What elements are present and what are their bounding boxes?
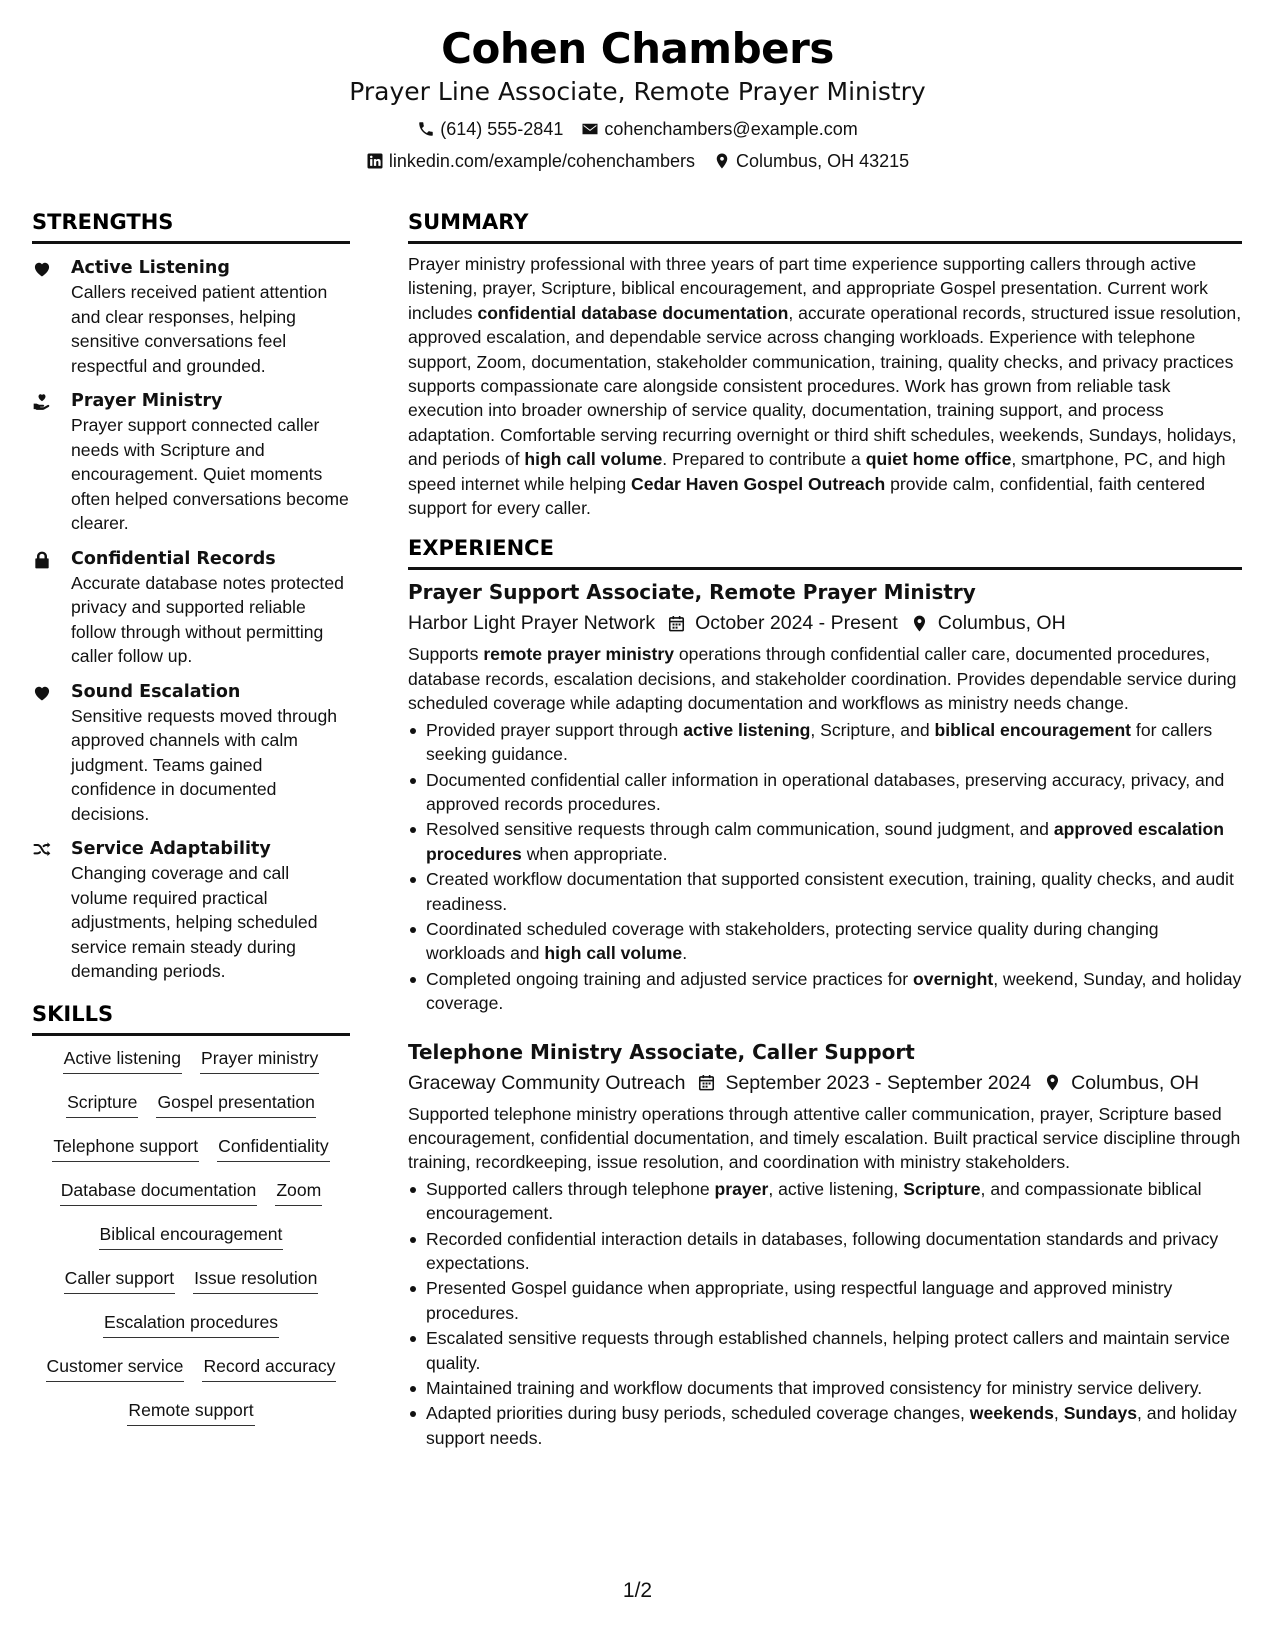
strengths-list xyxy=(32,256,350,984)
bold-phrase: weekends xyxy=(969,1403,1054,1424)
job-dates-text: October 2024 - Present xyxy=(695,612,898,635)
summary-section xyxy=(408,208,1242,520)
job-title: Prayer Support Associate, Remote Prayer Ministry xyxy=(408,580,976,605)
summary-heading: SUMMARY xyxy=(408,208,1242,244)
linkedin-text: linkedin.com/example/cohenchambers xyxy=(388,151,696,171)
shuffle-icon xyxy=(32,840,52,860)
bold-phrase: prayer xyxy=(714,1178,769,1199)
right-column xyxy=(408,208,1242,1451)
skill-row xyxy=(32,1220,350,1250)
experience-section xyxy=(408,534,1242,1450)
skills-heading: SKILLS xyxy=(32,1000,350,1036)
strength-item xyxy=(32,389,350,536)
bold-phrase: biblical encouragement xyxy=(934,719,1132,740)
bold-phrase: Sundays xyxy=(1063,1403,1138,1424)
skill-tag: Record accuracy xyxy=(202,1352,336,1382)
job-location-text: Columbus, OH xyxy=(937,612,1066,635)
skill-tag: Scripture xyxy=(66,1088,138,1118)
skill-tag: Active listening xyxy=(63,1044,182,1074)
bold-phrase: Scripture xyxy=(903,1178,981,1199)
job-bullets xyxy=(408,718,1242,1016)
lock-icon xyxy=(32,550,52,570)
heart-icon xyxy=(32,259,52,279)
contact-location xyxy=(713,150,909,172)
job-location xyxy=(910,610,1066,636)
strengths-section xyxy=(32,208,350,984)
job-bullet: Supported callers through telephone prayer, active listening, Scripture, and compassionate biblical encouragement. xyxy=(426,1177,1242,1226)
calendar-icon xyxy=(667,614,686,633)
job-org: Harbor Light Prayer Network xyxy=(408,612,656,635)
skill-row xyxy=(32,1352,350,1382)
bold-phrase: remote prayer ministry xyxy=(483,644,674,665)
job-bullet: Completed ongoing training and adjusted service practices for overnight, weekend, Sunday, and holiday coverage. xyxy=(426,967,1242,1016)
skill-row xyxy=(32,1176,350,1206)
job-dates xyxy=(667,610,898,636)
calendar-icon xyxy=(697,1073,716,1092)
job-org: Graceway Community Outreach xyxy=(408,1071,686,1094)
bold-phrase: active listening xyxy=(683,719,811,740)
job-bullets xyxy=(408,1177,1242,1450)
skill-tag: Escalation procedures xyxy=(103,1308,279,1338)
contact-email[interactable] xyxy=(581,118,857,140)
job-entry xyxy=(408,1038,1242,1451)
skill-row xyxy=(32,1396,350,1426)
skill-tag: Customer service xyxy=(46,1352,185,1382)
job-meta xyxy=(408,610,1242,636)
email-text: cohenchambers@example.com xyxy=(604,119,858,139)
strength-title: Service Adaptability xyxy=(71,839,271,859)
skill-tag: Zoom xyxy=(275,1176,322,1206)
contact-row-2 xyxy=(0,150,1275,172)
job-bullet: Escalated sensitive requests through established channels, helping protect callers and maintain service quality. xyxy=(426,1326,1242,1375)
job-meta xyxy=(408,1070,1242,1096)
bold-phrase: overnight xyxy=(913,968,994,989)
job-description: Supported telephone ministry operations through attentive caller communication, prayer, Scripture based encouragement, confidential documentation, and timely escalation. Built practical service discipline through training, recordkeeping, issue resolution, and coordination with ministry stakeholders. xyxy=(408,1103,1241,1173)
job-dates xyxy=(697,1070,1031,1096)
candidate-title: Prayer Line Associate, Remote Prayer Ministry xyxy=(349,77,926,106)
job-bullet: Resolved sensitive requests through calm communication, sound judgment, and approved escalation procedures when appropriate. xyxy=(426,817,1242,866)
strength-item xyxy=(32,547,350,669)
skill-row xyxy=(32,1264,350,1294)
job-bullet: Coordinated scheduled coverage with stakeholders, protecting service quality during changing workloads and high call volume. xyxy=(426,917,1242,966)
contact-phone xyxy=(417,118,563,140)
skill-tag: Confidentiality xyxy=(217,1132,330,1162)
heart-icon xyxy=(32,683,52,703)
candidate-name: Cohen Chambers xyxy=(441,24,834,73)
strengths-heading: STRENGTHS xyxy=(32,208,350,244)
job-entry xyxy=(408,578,1242,1015)
strength-item xyxy=(32,256,350,378)
skills-section xyxy=(32,1000,350,1426)
skill-row xyxy=(32,1088,350,1118)
map-pin-icon xyxy=(1043,1073,1062,1092)
bold-phrase: high call volume xyxy=(544,943,683,964)
experience-heading: EXPERIENCE xyxy=(408,534,1242,570)
phone-icon xyxy=(417,120,435,138)
strength-title: Prayer Ministry xyxy=(71,391,223,411)
contact-linkedin[interactable] xyxy=(366,150,695,172)
page-number: 1/2 xyxy=(622,1579,653,1602)
strength-title: Active Listening xyxy=(71,258,230,278)
skill-tag: Gospel presentation xyxy=(156,1088,315,1118)
location-text: Columbus, OH 43215 xyxy=(736,151,910,171)
job-location-text: Columbus, OH xyxy=(1071,1071,1200,1094)
bold-phrase: confidential database documentation xyxy=(477,302,789,323)
skill-tag: Database documentation xyxy=(60,1176,258,1206)
strength-item xyxy=(32,837,350,984)
job-location xyxy=(1043,1070,1199,1096)
bold-phrase: approved escalation procedures xyxy=(426,819,1224,864)
strength-desc: Accurate database notes protected privacy and supported reliable follow through without permitting caller follow up. xyxy=(71,572,344,666)
job-title: Telephone Ministry Associate, Caller Support xyxy=(408,1039,915,1064)
contact-row-1 xyxy=(0,118,1275,140)
job-bullet: Adapted priorities during busy periods, scheduled coverage changes, weekends, Sundays, and holiday support needs. xyxy=(426,1401,1242,1450)
skill-tag: Caller support xyxy=(64,1264,176,1294)
left-column xyxy=(32,208,350,1440)
job-bullet: Presented Gospel guidance when appropriate, using respectful language and approved ministry procedures. xyxy=(426,1276,1242,1325)
strength-desc: Sensitive requests moved through approved channels with calm judgment. Teams gained confidence in documented decisions. xyxy=(71,705,338,824)
strength-desc: Callers received patient attention and clear responses, helping sensitive conversations feel respectful and grounded. xyxy=(71,282,328,376)
bold-phrase: quiet home office xyxy=(865,449,1012,470)
summary-text: Prayer ministry professional with three years of part time experience supporting callers through active listening, prayer, Scripture, biblical encouragement, and appropriate Gospel presentation. Current work includes confidential database documentation, accurate operational records, structured issue resolution, approved escalation, and dependable service across changing workloads. Experience with telephone support, Zoom, documentation, stakeholder communication, training, quality checks, and privacy practices supports compassionate care alongside consistent procedures. Work has grown from reliable task execution into broader ownership of service quality, documentation, training support, and process adaptation. Comfortable serving recurring overnight or third shift schedules, weekends, Sundays, holidays, and periods of high call volume. Prepared to contribute a quiet home office, smartphone, PC, and high speed internet while helping Cedar Haven Gospel Outreach provide calm, confidential, faith centered support for every caller. xyxy=(408,254,1242,519)
job-bullet: Provided prayer support through active listening, Scripture, and biblical encouragement for callers seeking guidance. xyxy=(426,718,1242,767)
phone-text: (614) 555-2841 xyxy=(440,119,564,139)
strength-title: Sound Escalation xyxy=(71,681,241,702)
map-pin-icon xyxy=(910,614,929,633)
job-bullet: Maintained training and workflow documents that improved consistency for ministry service delivery. xyxy=(426,1376,1242,1400)
linkedin-icon xyxy=(366,152,384,170)
envelope-icon xyxy=(581,120,599,138)
skills-list xyxy=(32,1044,350,1426)
hand-holding-heart-icon xyxy=(32,392,52,412)
strength-item xyxy=(32,680,350,827)
skill-tag: Prayer ministry xyxy=(200,1044,319,1074)
bold-phrase: Cedar Haven Gospel Outreach xyxy=(631,473,886,494)
map-pin-icon xyxy=(713,152,731,170)
skill-tag: Issue resolution xyxy=(193,1264,318,1294)
skill-row xyxy=(32,1308,350,1338)
strength-title: Confidential Records xyxy=(71,548,276,569)
job-bullet: Documented confidential caller information in operational databases, preserving accuracy, privacy, and approved records procedures. xyxy=(426,768,1242,817)
job-bullet: Created workflow documentation that supported consistent execution, training, quality checks, and audit readiness. xyxy=(426,867,1242,916)
skill-tag: Biblical encouragement xyxy=(99,1220,284,1250)
strength-desc: Prayer support connected caller needs with Scripture and encouragement. Quiet moments often helped conversations become clearer. xyxy=(71,415,349,533)
resume-header xyxy=(0,22,1275,172)
job-bullet: Recorded confidential interaction details in databases, following documentation standards and privacy expectations. xyxy=(426,1227,1242,1276)
skill-row xyxy=(32,1132,350,1162)
job-dates-text: September 2023 - September 2024 xyxy=(725,1071,1032,1094)
skill-tag: Telephone support xyxy=(52,1132,199,1162)
skill-row xyxy=(32,1044,350,1074)
strength-desc: Changing coverage and call volume required practical adjustments, helping scheduled service remain steady during demanding periods. xyxy=(71,863,318,981)
bold-phrase: high call volume xyxy=(524,449,663,470)
job-description: Supports remote prayer ministry operations through confidential caller care, documented procedures, database records, escalation decisions, and stakeholder coordination. Provides dependable service during scheduled coverage while adapting documentation and workflows as ministry needs change. xyxy=(408,644,1237,714)
skill-tag: Remote support xyxy=(127,1396,254,1426)
